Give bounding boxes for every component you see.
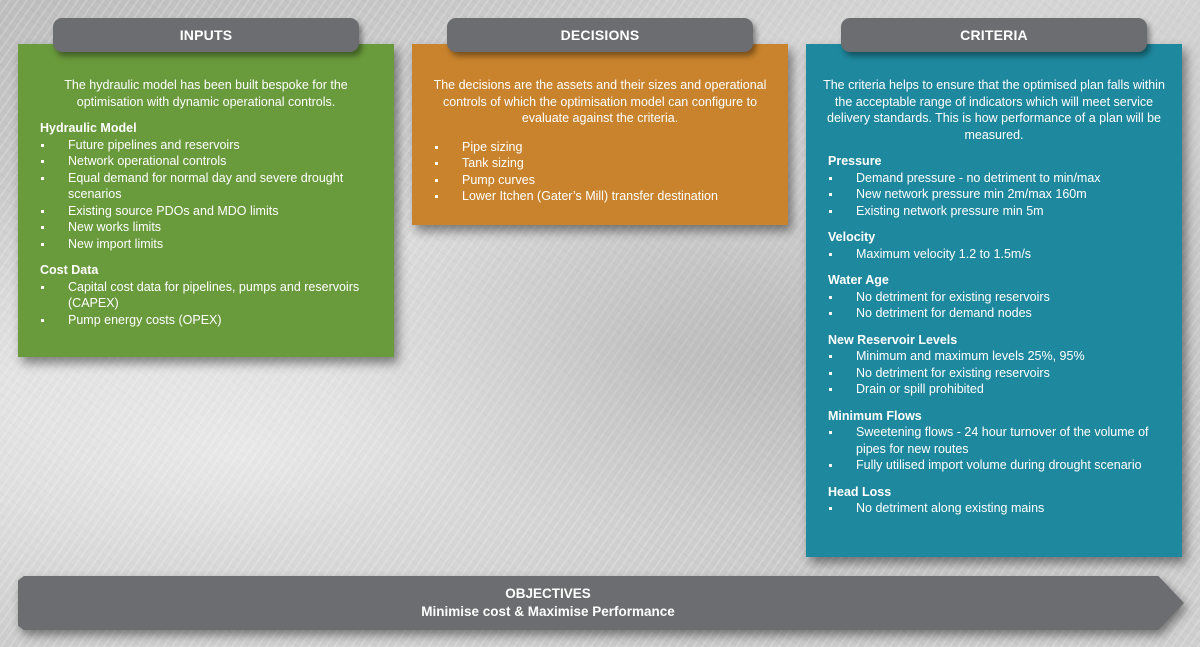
list-item: Future pipelines and reservoirs (40, 137, 384, 154)
list-item: No detriment along existing mains (828, 500, 1172, 517)
list-item: Pump curves (434, 172, 778, 189)
criteria-section-title: Pressure (828, 154, 882, 168)
list-item: New network pressure min 2m/max 160m (828, 186, 1172, 203)
list-item: Drain or spill prohibited (828, 381, 1172, 398)
criteria-reservoir-levels-list (806, 348, 1182, 398)
criteria-velocity-list (806, 246, 1182, 263)
criteria-head-loss-list (806, 500, 1182, 517)
list-item: No detriment for existing reservoirs (828, 365, 1172, 382)
objectives-subtitle: Minimise cost & Maximise Performance (421, 604, 675, 619)
decisions-list (412, 139, 788, 205)
criteria-section-title: Water Age (828, 273, 889, 287)
criteria-panel (806, 44, 1182, 557)
inputs-hydraulic-list (18, 137, 394, 253)
inputs-cost-list (18, 279, 394, 329)
list-item: Equal demand for normal day and severe drought scenarios (40, 170, 384, 203)
list-item: New works limits (40, 219, 384, 236)
objectives-arrow (18, 576, 1184, 630)
inputs-panel (18, 44, 394, 357)
list-item: Fully utilised import volume during drought scenario (828, 457, 1172, 474)
list-item: Existing source PDOs and MDO limits (40, 203, 384, 220)
criteria-section-title: Minimum Flows (828, 408, 922, 423)
list-item: Existing network pressure min 5m (828, 203, 1172, 220)
decisions-panel (412, 44, 788, 225)
list-item: Network operational controls (40, 153, 384, 170)
decisions-intro: The decisions are the assets and their sizes and operational controls of which the optimisation model can configure to evaluate against the criteria. (433, 78, 767, 125)
list-item: Pipe sizing (434, 139, 778, 156)
decisions-header-tab: DECISIONS (447, 18, 753, 52)
criteria-minimum-flows-list (806, 424, 1182, 474)
list-item: Demand pressure - no detriment to min/max (828, 170, 1172, 187)
list-item: Tank sizing (434, 155, 778, 172)
criteria-header-tab: CRITERIA (841, 18, 1147, 52)
list-item: Lower Itchen (Gater’s Mill) transfer destination (434, 188, 778, 205)
criteria-section-title: New Reservoir Levels (828, 332, 958, 347)
criteria-pressure-list (806, 170, 1182, 220)
inputs-header-tab: INPUTS (53, 18, 359, 52)
list-item: Sweetening flows - 24 hour turnover of the volume of pipes for new routes (828, 424, 1172, 457)
objectives-title: OBJECTIVES (505, 586, 591, 601)
criteria-section-title: Velocity (828, 230, 876, 244)
list-item: No detriment for demand nodes (828, 305, 1172, 322)
list-item: Maximum velocity 1.2 to 1.5m/s (828, 246, 1172, 263)
list-item: Capital cost data for pipelines, pumps and reservoirs (CAPEX) (40, 279, 384, 312)
inputs-section-title: Cost Data (40, 263, 99, 277)
list-item: New import limits (40, 236, 384, 253)
list-item: Pump energy costs (OPEX) (40, 312, 384, 329)
list-item: No detriment for existing reservoirs (828, 289, 1172, 306)
objectives-text (18, 585, 1078, 621)
criteria-section-title: Head Loss (828, 484, 892, 499)
criteria-intro: The criteria helps to ensure that the optimised plan falls within the acceptable range of indicators which will meet service delivery standards. This is how performance of a plan will be measured. (823, 78, 1165, 142)
inputs-section-title: Hydraulic Model (40, 121, 137, 135)
inputs-intro: The hydraulic model has been built bespoke for the optimisation with dynamic operational controls. (64, 78, 348, 109)
list-item: Minimum and maximum levels 25%, 95% (828, 348, 1172, 365)
criteria-water-age-list (806, 289, 1182, 322)
